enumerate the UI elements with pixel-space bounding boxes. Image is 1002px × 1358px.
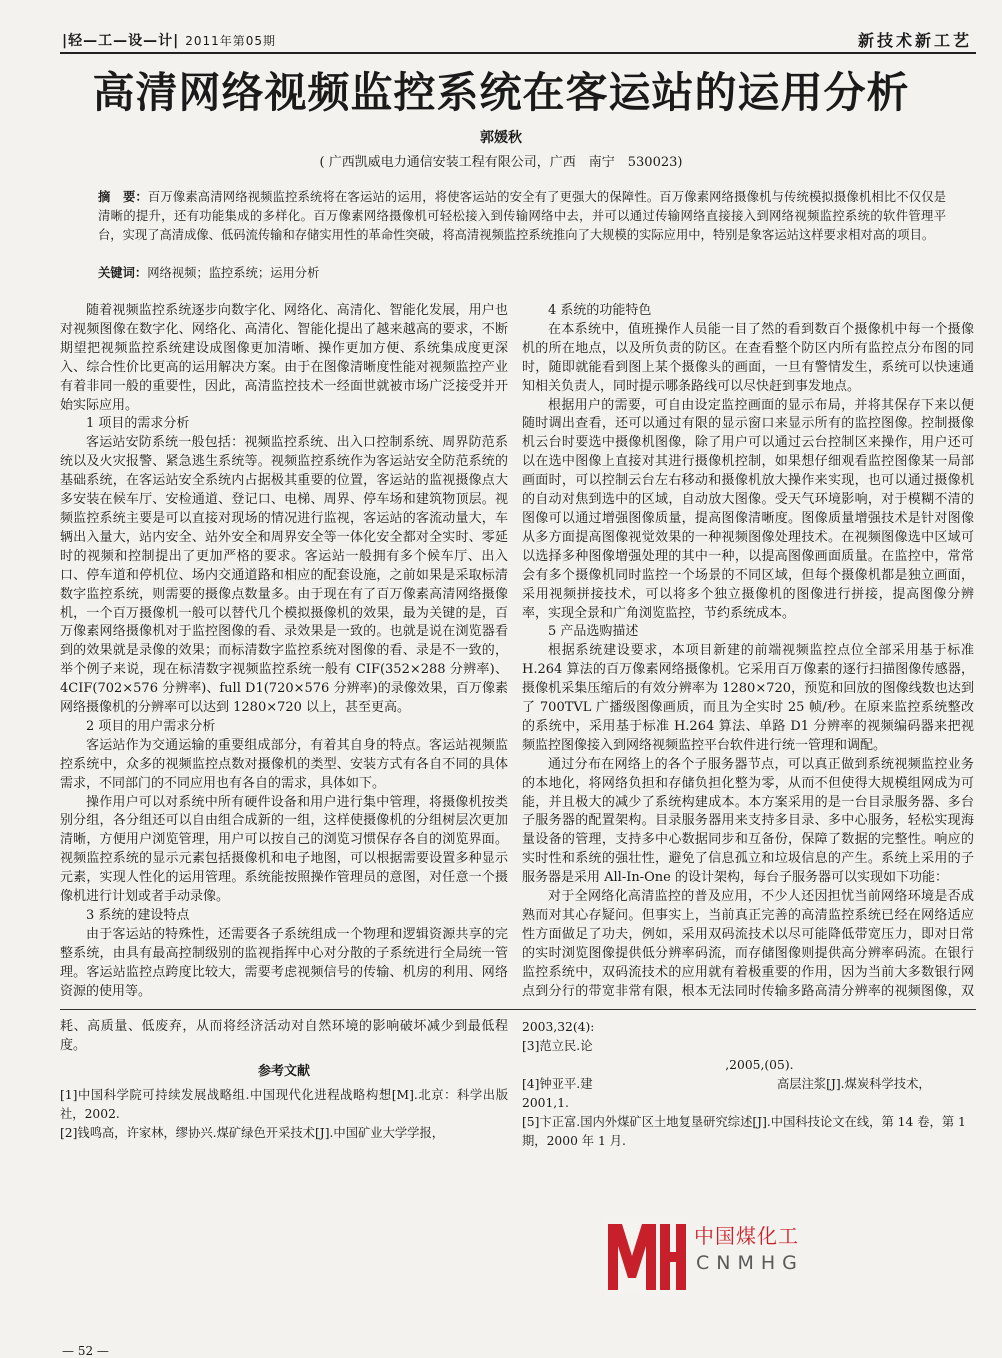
journal-section: 新技术新工艺	[857, 31, 972, 50]
left-column	[60, 302, 508, 1000]
section-heading: 2 项目的用户需求分析	[86, 718, 216, 734]
paragraph: 通过分布在网络上的各个子服务器节点，可以真正做到系统视频监控业务的本地化，将网络负担和存储负担化整为零，从而不但使得大规模组网成为可能，并且极大的减少了系统构建成本。本方案采用的是一台目录服务器、多台子服务器的配置架构。目录服务器用来支持多目录、多中心服务，轻松实现海量设备的管理，支持多中心数据同步和互备份，保障了数据的完整性。响应的实时性和系统的强壮性，避免了信息孤立和垃圾信息的产生。系统上采用的子服务器是采用 All-In-One 的设计架构，每台子服务器可以实现如下功能：	[522, 756, 974, 886]
reference-item: [3]范立民.论	[522, 1039, 593, 1053]
page-number: — 52 —	[62, 1344, 109, 1358]
bottom-left-block	[60, 1018, 508, 1143]
abstract	[98, 188, 946, 245]
footer-separator	[60, 1009, 976, 1010]
section-heading: 1 项目的需求分析	[86, 416, 190, 432]
reference-item: [2]钱鸣高，许家林，缪协兴.煤矿绿色开采技术[J].中国矿业大学学报，	[60, 1125, 445, 1140]
abstract-label: 摘 要：	[98, 190, 148, 204]
references-heading: 参考文献	[257, 1064, 310, 1079]
paragraph: 在本系统中，值班操作人员能一目了然的看到数百个摄像机中每一个摄像机的所在地点，以及所负责的防区。在查看整个防区内所有监控点分布图的同时，随即就能看到图上某个摄像头的画面，一旦有警情发生，系统可以快速通知相关负责人，同时提示哪条路线可以尽快赶到事发地点。	[522, 321, 974, 394]
keywords	[98, 263, 946, 281]
keywords-text: 网络视频；监控系统；运用分析	[147, 266, 320, 280]
section-heading: 3 系统的建设特点	[86, 908, 190, 923]
author-affiliation: ( 广西凯威电力通信安装工程有限公司，广西 南宁 530023)	[319, 155, 683, 170]
watermark-en-text: CNMHG	[696, 1252, 804, 1274]
paragraph: 根据系统建设要求，本项目新建的前端视频监控点位全部采用基于标准 H.264 算法的百万像素网络摄像机。它采用百万像素的逐行扫描图像传感器，摄像机采集压缩后的有效分辨率为 1280×720，预览和回放的图像线数也达到了 700TVL 广播级图像画质，而且为全实时 25 帧/秒。在原来监控系统整改的系统中，采用基于标准 H.264 算法、单路 D1 分辨率的视频编码器来把视频监控图像接入到网络视频监控平台软件进行统一管理和调配。	[522, 643, 974, 753]
watermark-cn-text: 中国煤化工	[694, 1224, 799, 1248]
reference-item: 2003,32(4):	[522, 1020, 595, 1034]
paragraph: 根据用户的需要，可自由设定监控画面的显示布局，并将其保存下来以便随时调出查看，还可以通过有限的显示窗口来显示所有的监控图像。控制摄像机云台时要选中摄像机图像，除了用户可以通过云台控制区来操作，用户还可以在选中图像上直接对其进行摄像机控制，如果想仔细观看监控图像某一局部画面时，可以控制云台左右移动和摄像机放大操作来实现，也可以通过摄像机的自动对焦到选中的区域，自动放大图像。受天气环境影响，对于模糊不清的图像可以通过增强图像质量，提高图像清晰度。图像质量增强技术是针对图像从多方面提高图像视觉效果的一种视频图像处理技术。在视频图像选中区域可以选择多种图像增强处理的其中一种，以提高图像画面质量。在监控中，常常会有多个摄像机同时监控一个场景的不同区域，但每个摄像机都是独立画面，采用视频拼接技术，可以将多个独立摄像机的图像进行拼接，提高图像分辨率，实现全景和广角浏览监控，节约系统成本。	[522, 397, 974, 621]
paragraph: 客运站作为交通运输的重要组成部分，有着其自身的特点。客运站视频监控系统中，众多的视频监控点数对摄像机的类型、安装方式有各自不同的具体需求，不同部门的不同应用也有各自的需求，具体如下。	[60, 737, 508, 791]
mh-logo-icon	[604, 1216, 688, 1294]
watermark-logo	[604, 1216, 814, 1294]
keywords-label: 关键词：	[98, 266, 148, 280]
reference-item: [4]钟亚平.建 高层注浆[J].煤炭科学技术，	[522, 1077, 931, 1091]
paragraph: 对于全网络化高清监控的普及应用，不少人还因担忧当前网络环境是否成熟而对其心存疑问。但事实上，当前真正完善的高清监控系统已经在网络适应性方面做足了功夫，例如，采用双码流技术以尽可能降低带宽压力，即对日常的实时浏览图像提供低分辨率码流，而存储图像则提供高分辨率码流。在银行监控系统中，双码流技术的应用就有着极重要的作用，因为当前大多数银行网点到分行的带宽非常有限，根本无法同时传输多路高清分辨率的视频图像，双	[522, 889, 974, 999]
article-author: 郭媛秋	[480, 130, 522, 146]
journal-column-header	[62, 30, 276, 50]
continued-text: 耗、高质量、低废弃，从而将经济活动对自然环境的影响破坏减少到最低程度。	[60, 1019, 508, 1053]
paragraph: 客运站安防系统一般包括：视频监控系统、出入口控制系统、周界防范系统以及火灾报警、紧急逃生系统等。视频监控系统作为客运站安全防范系统的基础系统，在客运站安全系统内占据极其重要的位置，客运站的监视摄像点大多安装在候车厅、安检通道、登记口、电梯、周界、停车场和建筑物顶层。视频监控系统主要是可以直接对现场的情况进行监视，客运站的客流动量大，车辆出入量大，站内安全、站外安全和周界安全等一体化安全都对全实时、零延时的视频和控制提出了更加严格的要求。客运站一般拥有多个候车厅、出入口、停车道和停机位、场内交通道路和相应的配套设施，之前如果是采取标清数字监控系统，则需要的摄像点数量多。由于现在有了百万像素高清网络摄像机，一个百万摄像机一般可以替代几个模拟摄像机的效果，最为关键的是，百万像素网络摄像机对于监控图像的看、录效果是一致的。也就是说在浏览器看到的效果就是录像的效果；而标清数字监控系统对图像的看、录是不一致的，举个例子来说，现在标清数字视频监控系统一般有 CIF(352×288 分辨率)、4CIF(702×576 分辨率)、full D1(720×576 分辨率)的录像效果，百万像素网络摄像机的分辨率可以达到 1280×720 以上，甚至更高。	[60, 435, 508, 716]
paragraph: 操作用户可以对系统中所有硬件设备和用户进行集中管理，将摄像机按类别分组，各分组还可以自由组合成新的一组，这样使摄像机的分组树层次更加清晰，方便用户浏览管理，用户可以按自己的浏览习惯保存各自的浏览界面。视频监控系统的显示元素包括摄像机和电子地图，可以根据需要设置多种显示元素，实现人性化的运用管理。系统能按照操作管理员的意图，对任意一个摄像机进行计划或者手动录像。	[60, 794, 508, 905]
reference-item: 2001,1.	[522, 1096, 569, 1110]
abstract-text: 百万像素高清网络视频监控系统将在客运站的运用，将使客运站的安全有了更强大的保障性。百万像素网络摄像机与传统模拟摄像机相比不仅仅是清晰的提升，还有功能集成的多样化。百万像素网络摄像机可轻松接入到传输网络中去，并可以通过传输网络直接接入到网络视频监控系统的软件管理平台，实现了高清成像、低码流传输和存储实用性的革命性突破，将高清视频监控系统推向了大规模的实际应用中，特别是象客运站这样要求相对高的项目。	[98, 190, 946, 242]
reference-item: [5]卞正富.国内外煤矿区土地复垦研究综述[J].中国科技论文在线，第 14 卷，第 1 期，2000 年 1 月.	[522, 1115, 966, 1148]
bottom-right-references	[522, 1018, 974, 1151]
reference-item: [1]中国科学院可持续发展战略组.中国现代化进程战略构想[M].北京：科学出版社，2002.	[60, 1087, 508, 1121]
article-title: 高清网络视频监控系统在客运站的运用分析	[92, 68, 910, 117]
section-heading: 4 系统的功能特色	[548, 303, 652, 318]
journal-issue: 2011年第05期	[185, 34, 277, 48]
reference-item: ,2005,(05).	[522, 1058, 794, 1072]
journal-column-name: |轻—工—设—计|	[62, 33, 180, 49]
right-column	[522, 302, 974, 1000]
section-heading: 5 产品选购描述	[548, 624, 639, 640]
paragraph: 随着视频监控系统逐步向数字化、网络化、高清化、智能化发展，用户也对视频图像在数字化、网络化、高清化、智能化提出了越来越高的要求，不断期望把视频监控系统建设成图像更加清晰、操作更加方便、系统集成度更深入、综合性价比更高的运用解决方案。由于在图像清晰度性能对视频监控产业有着非同一般的重要性，因此，高清监控技术一经面世就被市场广泛接受并开始实际应用。	[60, 303, 508, 413]
paragraph: 由于客运站的特殊性，还需要各子系统组成一个物理和逻辑资源共享的完整系统，由具有最高控制级别的监视指挥中心对分散的子系统进行全局统一管理。客运站监控点跨度比较大，需要考虑视频信号的传输、机房的利用、网络资源的使用等。	[60, 926, 508, 999]
header-rule	[60, 52, 976, 54]
